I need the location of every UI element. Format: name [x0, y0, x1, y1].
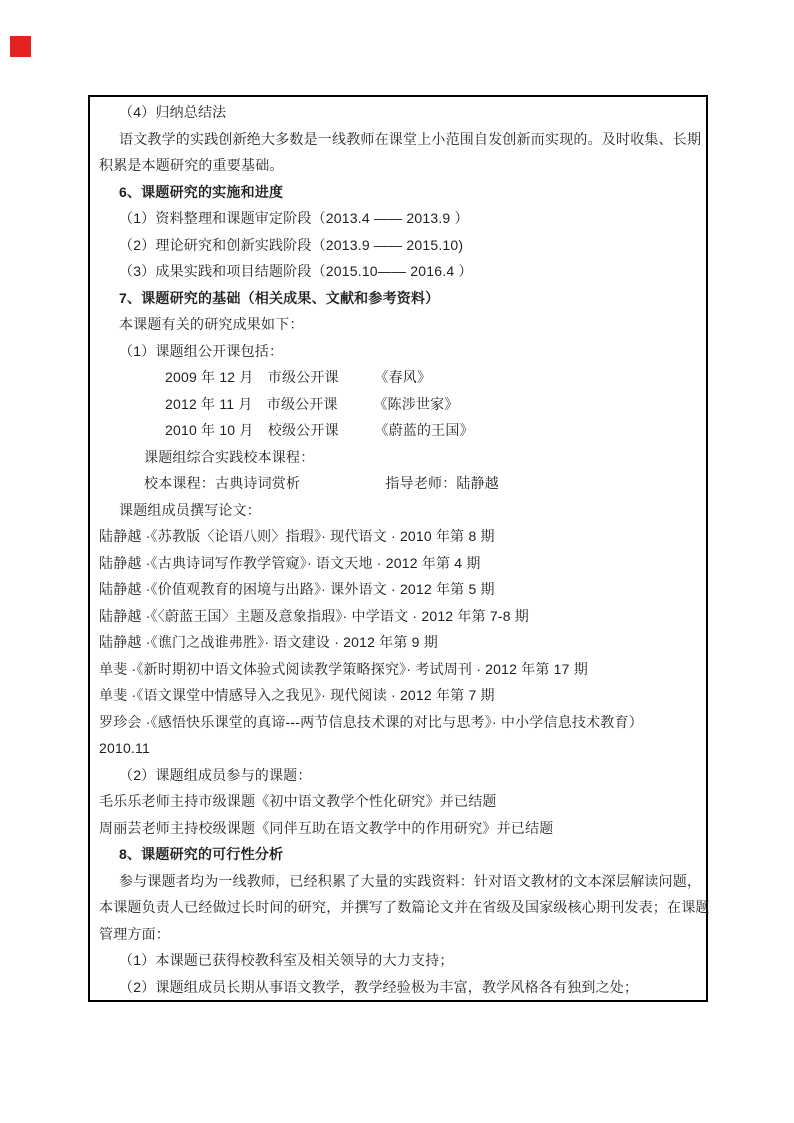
document-line: 陆静越 ·《苏教版〈论语八则〉指瑕》· 现代语文 · 2010 年第 8 期	[99, 528, 495, 544]
document-line: 罗珍会 ·《感悟快乐课堂的真谛---两节信息技术课的对比与思考》· 中小学信息技术教育）	[99, 713, 643, 730]
document-line: 管理方面：	[99, 925, 170, 942]
document-line: 毛乐乐老师主持市级课题《初中语文教学个性化研究》并已结题	[99, 793, 497, 809]
document-line: 参与课题者均为一线教师，已经积累了大量的实践资料：针对语文教材的文本深层解读问题，	[119, 872, 702, 889]
document-line: （3）成果实践和项目结题阶段（2015.10—— 2016.4 ）	[119, 263, 473, 279]
document-line: 6、课题研究的实施和进度	[119, 183, 284, 200]
document-line: 陆静越 ·《价值观教育的困境与出路》· 课外语文 · 2012 年第 5 期	[99, 581, 495, 597]
document-line: （1）本课题已获得校教科室及相关领导的大力支持；	[119, 952, 454, 968]
document-line: （2）课题组成员参与的课题：	[119, 766, 312, 783]
document-line: 陆静越 ·《谯门之战谁弗胜》· 语文建设 · 2012 年第 9 期	[99, 634, 438, 650]
form-content-cell	[88, 95, 708, 1002]
document-line: 7、课题研究的基础（相关成果、文献和参考资料）	[119, 289, 440, 306]
document-line: 2012 年 11 月 市级公开课 《陈涉世家》	[165, 395, 459, 412]
document-line: （2）理论研究和创新实践阶段（2013.9 —— 2015.10)	[119, 236, 464, 253]
document-line: 课题组综合实践校本课程：	[144, 448, 315, 465]
document-line: 2009 年 12 月 市级公开课 《春风》	[165, 369, 432, 385]
document-line: 单斐 ·《新时期初中语文体验式阅读教学策略探究》· 考试周刊 · 2012 年第 17 期	[99, 660, 588, 677]
document-line: （1）资料整理和课题审定阶段（2013.4 —— 2013.9 ）	[119, 210, 469, 226]
document-line: 课题组成员撰写论文：	[119, 501, 261, 518]
document-line: （1）课题组公开课包括：	[119, 342, 284, 359]
document-line: 本课题有关的研究成果如下：	[119, 316, 304, 332]
document-line: 8、课题研究的可行性分析	[119, 846, 284, 862]
red-corner-marker	[10, 36, 31, 57]
document-line: 语文教学的实践创新绝大多数是一线教师在课堂上小范围自发创新而实现的。及时收集、长期	[119, 130, 702, 147]
document-line: 陆静越 ·《〈蔚蓝王国〉主题及意象指瑕》· 中学语文 · 2012 年第 7-8 期	[99, 607, 529, 624]
document-line: 本课题负责人已经做过长时间的研究，并撰写了数篇论文并在省级及国家级核心期刊发表；在课题	[99, 899, 710, 915]
document-line: 陆静越 ·《古典诗词写作教学管窥》· 语文天地 · 2012 年第 4 期	[99, 554, 481, 571]
document-line: 周丽芸老师主持校级课题《同伴互助在语文教学中的作用研究》并已结题	[99, 819, 554, 836]
document-line: 校本课程：古典诗词赏析 指导老师：陆静越	[144, 475, 499, 491]
document-line: 积累是本题研究的重要基础。	[99, 157, 284, 173]
document-line: （4）归纳总结法	[119, 104, 227, 120]
document-line: （2）课题组成员长期从事语文教学，教学经验极为丰富，教学风格各有独到之处；	[119, 978, 639, 995]
document-line: 单斐 ·《语文课堂中情感导入之我见》· 现代阅读 · 2012 年第 7 期	[99, 687, 495, 703]
document-line: 2010.11	[99, 740, 150, 756]
document-line: 2010 年 10 月 校级公开课 《蔚蓝的王国》	[165, 422, 474, 438]
